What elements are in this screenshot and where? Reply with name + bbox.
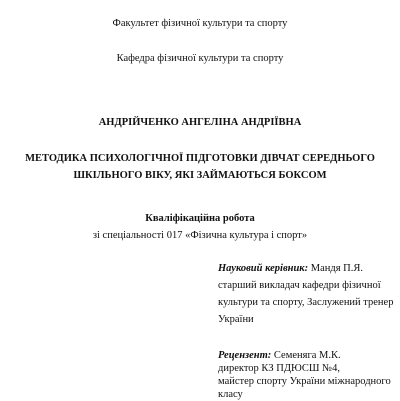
supervisor-detail: культури та спорту, Заслужений тренер xyxy=(218,297,394,308)
supervisor-detail: України xyxy=(218,314,254,325)
reviewer-block xyxy=(218,349,394,401)
thesis-title xyxy=(0,150,400,184)
supervisor-block xyxy=(218,260,394,328)
reviewer-name: Семеняга М.К. xyxy=(271,350,341,361)
supervisor-label: Науковий керівник: xyxy=(218,263,309,274)
thesis-title-line: МЕТОДИКА ПСИХОЛОГІЧНОЇ ПІДГОТОВКИ ДІВЧАТ СЕРЕДНЬОГО xyxy=(25,153,375,164)
reviewer-label: Рецензент: xyxy=(218,350,272,361)
faculty-name: Факультет фізичної культури та спорту xyxy=(112,18,288,29)
supervisor-detail: старший викладач кафедри фізичної xyxy=(218,280,381,291)
specialty: зі спеціальності 017 «Фізична культура і спорт» xyxy=(92,230,308,241)
work-type: Кваліфікаційна робота xyxy=(145,213,255,224)
reviewer-detail: класу xyxy=(218,389,243,400)
supervisor-name: Мандя П.Я. xyxy=(308,263,363,274)
reviewer-detail: майстер спорту України міжнародного xyxy=(218,376,391,387)
department-name: Кафедра фізичної культури та спорту xyxy=(116,53,284,64)
reviewer-detail: директор КЗ ПДЮСШ №4, xyxy=(218,363,340,374)
author-name: АНДРІЙЧЕНКО АНГЕЛІНА АНДРІЇВНА xyxy=(98,117,302,128)
thesis-title-line: ШКІЛЬНОГО ВІКУ, ЯКІ ЗАЙМАЮТЬСЯ БОКСОМ xyxy=(73,170,327,181)
